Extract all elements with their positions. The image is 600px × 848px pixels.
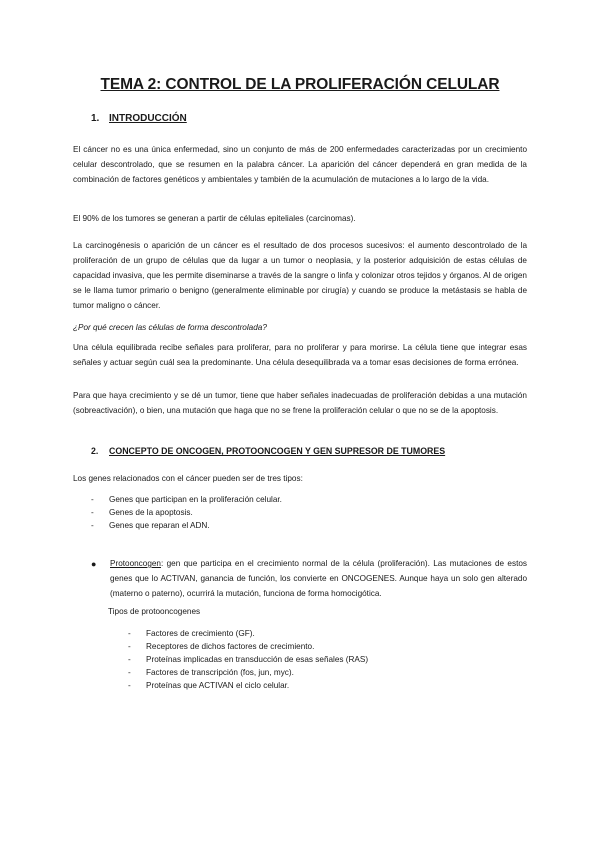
intro-paragraph-4: Una célula equilibrada recibe señales para proliferar, para no proliferar y para morirse. La célula tiene que integrar esas señales y actuar según cuál sea la predominante. Una célula desequilibrada va a tomar esas decisiones de forma errónea. — [73, 343, 527, 367]
section-1-title: INTRODUCCIÓN — [109, 113, 187, 124]
list-item: - Proteínas que ACTIVAN el ciclo celular. — [128, 679, 368, 692]
bullet-icon: ● — [91, 559, 97, 569]
list-item: - Genes que participan en la proliferación celular. — [91, 493, 282, 506]
list-item: - Factores de crecimiento (GF). — [128, 627, 368, 640]
gene-types-list — [91, 493, 282, 532]
section-2-number: 2. — [91, 446, 99, 456]
protooncogen-term: Protooncogen — [110, 559, 161, 568]
section-2-heading — [91, 446, 445, 456]
intro-paragraph-5: Para que haya crecimiento y se dé un tumor, tiene que haber señales inadecuadas de proliferación debidas a una mutación (sobreactivación), o bien, una mutación que haga que no se frene la proliferación celular o que no se de la apoptosis. — [73, 391, 527, 415]
protooncogen-types-list — [128, 627, 368, 692]
section-1-number: 1. — [91, 113, 100, 124]
intro-paragraph-2: El 90% de los tumores se generan a partir de células epiteliales (carcinomas). — [73, 214, 356, 223]
protooncogen-definition — [110, 556, 527, 601]
protooncogen-text: : gen que participa en el crecimiento normal de la célula (proliferación). Las mutaciones de estos genes que lo ACTIVAN, ganancia de función, los convierte en ONCOGENES. Aunque haya un solo gen alterado (materno o paterno), ocurrirá la mutación, funciona de forma homocigótica. — [110, 559, 527, 598]
intro-paragraph-3: La carcinogénesis o aparición de un cáncer es el resultado de dos procesos sucesivos: el aumento descontrolado de la proliferación de un grupo de células que da lugar a un tumor o neoplasia, y la posterior adquisición de estas células de capacidad invasiva, que les permite diseminarse a través de la sangre o linfa y colonizar otros tejidos y órganos. Al de origen se le llama tumor primario o benigno (generalmente eliminable por cirugía) y cuando se produce la metástasis se habla de tumor maligno o cáncer. — [73, 241, 527, 310]
protooncogen-types-heading: Tipos de protooncogenes — [108, 607, 201, 616]
list-item: - Genes que reparan el ADN. — [91, 519, 282, 532]
list-item: - Proteínas implicadas en transducción de esas señales (RAS) — [128, 653, 368, 666]
list-item: - Genes de la apoptosis. — [91, 506, 282, 519]
intro-question: ¿Por qué crecen las células de forma descontrolada? — [73, 323, 267, 332]
genes-intro: Los genes relacionados con el cáncer pueden ser de tres tipos: — [73, 474, 303, 483]
section-1-heading — [91, 113, 187, 124]
intro-paragraph-1: El cáncer no es una única enfermedad, sino un conjunto de más de 200 enfermedades caracterizadas por un crecimiento celular descontrolado, que se resumen en la palabra cáncer. La aparición del cáncer dependerá en gran medida de la combinación de factores genéticos y ambientales y también de la acumulación de mutaciones a lo largo de la vida. — [73, 145, 527, 184]
page-title: TEMA 2: CONTROL DE LA PROLIFERACIÓN CELULAR — [100, 76, 500, 93]
list-item: - Receptores de dichos factores de crecimiento. — [128, 640, 368, 653]
list-item: - Factores de transcripción (fos, jun, myc). — [128, 666, 368, 679]
section-2-title: CONCEPTO DE ONCOGEN, PROTOONCOGEN Y GEN SUPRESOR DE TUMORES — [109, 446, 446, 456]
